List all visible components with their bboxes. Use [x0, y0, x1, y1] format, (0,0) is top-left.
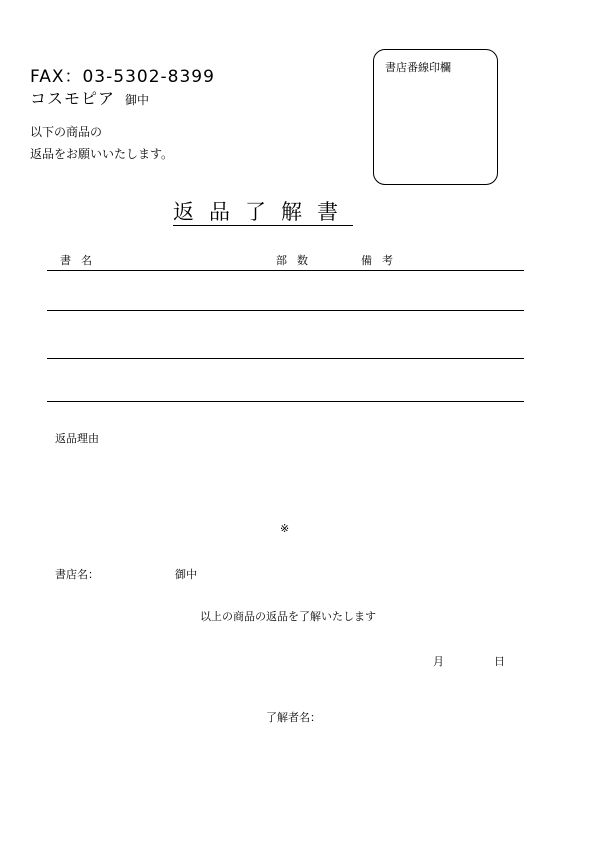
table-header-rule: [47, 270, 524, 271]
table-row-line: [47, 401, 524, 402]
store-name-label: 書店名：: [55, 568, 99, 581]
note-mark: ※: [280, 522, 290, 535]
store-stamp-box: [373, 49, 498, 185]
table-row-line: [47, 358, 524, 359]
column-header-title: 書名: [60, 254, 102, 267]
date-day-label: 日: [494, 655, 505, 668]
recipient-name: コスモピア: [30, 89, 116, 108]
acknowledgement-text: 以上の商品の返品を了解いたします: [200, 610, 376, 623]
recipient-honorific: 御中: [125, 93, 150, 107]
recipient-line: [30, 86, 149, 109]
approver-name-label: 了解者名：: [266, 711, 321, 724]
fax-number: FAX：03-5302-8399: [30, 67, 215, 87]
column-header-notes: 備考: [361, 254, 403, 267]
request-text-line2: 返品をお願いいたします。: [30, 147, 174, 161]
return-reason-label: 返品理由: [55, 432, 99, 445]
store-honorific: 御中: [175, 568, 197, 581]
document-title: 返品了解書: [173, 200, 353, 224]
store-stamp-label: 書店番線印欄: [385, 61, 451, 74]
column-header-quantity: 部数: [276, 254, 318, 267]
table-row-line: [47, 310, 524, 311]
request-text-line1: 以下の商品の: [30, 125, 103, 139]
date-month-label: 月: [433, 655, 444, 668]
